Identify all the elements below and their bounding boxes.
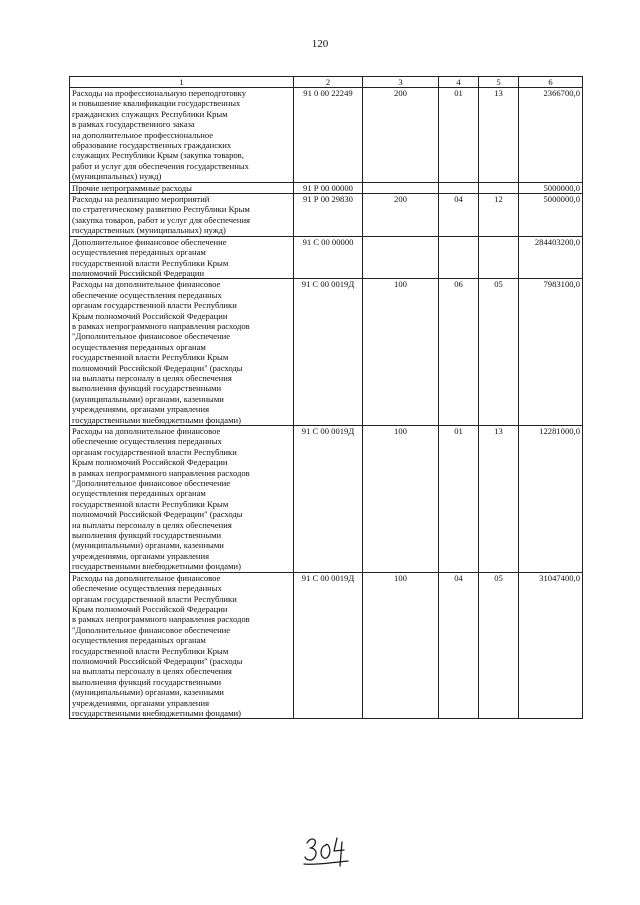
expense-type-cell: 100 [363,572,439,719]
table-row [70,572,583,719]
target-article-code-cell: 91 С 00 0019Д [294,572,363,719]
section-cell: 04 [439,194,479,237]
table-row [70,194,583,237]
column-header-1: 1 [70,77,294,88]
section-cell: 01 [439,88,479,183]
amount-cell: 5000000,0 [519,182,583,193]
subsection-cell: 12 [479,194,519,237]
expense-name-cell: Расходы на реализацию мероприятий по стратегическому развитию Республики Крым (закупка товаров, работ и услуг для обеспечения государственных (муниципальных) нужд) [70,194,294,237]
target-article-code-cell: 91 Р 00 00000 [294,182,363,193]
handwritten-page-mark [303,832,351,870]
subsection-cell [479,236,519,279]
section-cell: 06 [439,279,479,426]
expense-type-cell [363,182,439,193]
amount-cell: 2366700,0 [519,88,583,183]
subsection-cell: 13 [479,88,519,183]
expense-name-cell: Расходы на дополнительное финансовое обеспечение осуществления переданных органам государственной власти Республики Крым полномочий Российской Федерации в рамках непрограммного направления расходов "Дополнительное финансовое обеспечение осуществления переданных органам государственной власти Республики Крым полномочий Российской Федерации" (расходы на выплаты персоналу в целях обеспечения выполнения функций государственными (муниципальными) органами, казенными учреждениями, органами управления государственными внебюджетными фондами) [70,572,294,719]
expense-name-cell: Расходы на дополнительное финансовое обеспечение осуществления переданных органам государственной власти Республики Крым полномочий Российской Федерации в рамках непрограммного направления расходов "Дополнительное финансовое обеспечение осуществления переданных органам государственной власти Республики Крым полномочий Российской Федерации" (расходы на выплаты персоналу в целях обеспечения выполнения функций государственными (муниципальными) органами, казенными учреждениями, органами управления государственными внебюджетными фондами) [70,279,294,426]
table-row [70,279,583,426]
table-row [70,182,583,193]
expense-name-cell: Расходы на дополнительное финансовое обеспечение осуществления переданных органам государственной власти Республики Крым полномочий Российской Федерации в рамках непрограммного направления расходов "Дополнительное финансовое обеспечение осуществления переданных органам государственной власти Республики Крым полномочий Российской Федерации" (расходы на выплаты персоналу в целях обеспечения выполнения функций государственными (муниципальными) органами, казенными учреждениями, органами управления государственными внебюджетными фондами) [70,426,294,573]
subsection-cell: 05 [479,279,519,426]
section-cell [439,236,479,279]
section-cell: 04 [439,572,479,719]
section-cell [439,182,479,193]
expense-type-cell: 200 [363,194,439,237]
amount-cell: 31047400,0 [519,572,583,719]
table-row [70,88,583,183]
expense-type-cell: 200 [363,88,439,183]
column-header-4: 4 [439,77,479,88]
expense-type-cell [363,236,439,279]
column-header-5: 5 [479,77,519,88]
table-row [70,426,583,573]
target-article-code-cell: 91 0 00 22249 [294,88,363,183]
table-row [70,236,583,279]
column-header-2: 2 [294,77,363,88]
column-header-3: 3 [363,77,439,88]
target-article-code-cell: 91 С 00 00000 [294,236,363,279]
amount-cell: 12281000,0 [519,426,583,573]
expense-name-cell: Дополнительное финансовое обеспечение осуществления переданных органам государственной власти Республики Крым полномочий Российской Федерации [70,236,294,279]
page-number: 120 [311,38,329,50]
expense-type-cell: 100 [363,279,439,426]
expense-name-cell: Прочие непрограммные расходы [70,182,294,193]
subsection-cell: 05 [479,572,519,719]
section-cell: 01 [439,426,479,573]
subsection-cell: 13 [479,426,519,573]
amount-cell: 5000000,0 [519,194,583,237]
target-article-code-cell: 91 Р 00 29830 [294,194,363,237]
target-article-code-cell: 91 С 00 0019Д [294,426,363,573]
expense-name-cell: Расходы на профессиональную переподготовку и повышение квалификации государственных гражданских служащих Республики Крым в рамках государственного заказа на дополнительное профессиональное образование государственных гражданских служащих Республики Крым (закупка товаров, работ и услуг для обеспечения государственных (муниципальных) нужд) [70,88,294,183]
amount-cell: 7983100,0 [519,279,583,426]
subsection-cell [479,182,519,193]
header-row [70,77,583,88]
expense-type-cell: 100 [363,426,439,573]
column-header-6: 6 [519,77,583,88]
amount-cell: 284403200,0 [519,236,583,279]
budget-table [69,76,583,719]
target-article-code-cell: 91 С 00 0019Д [294,279,363,426]
